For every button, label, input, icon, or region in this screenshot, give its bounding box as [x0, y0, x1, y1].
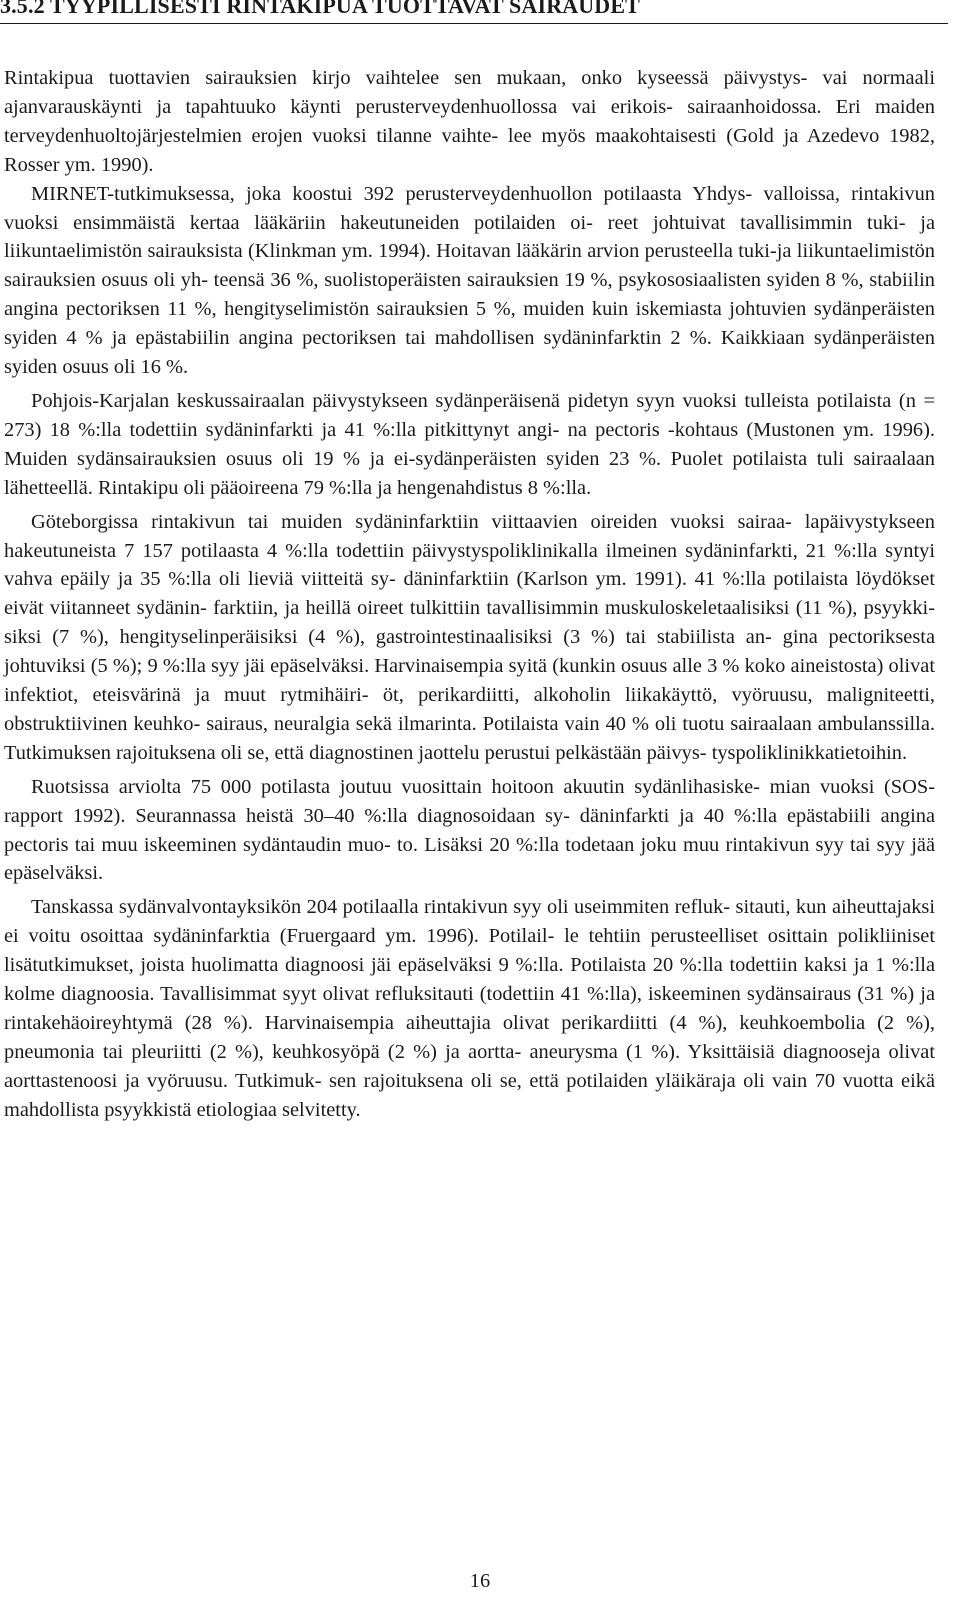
heading-rule: [0, 23, 948, 24]
section-heading-block: [0, 0, 948, 24]
paragraph: MIRNET-tutkimuksessa, joka koostui 392 perusterveydenhuollon potilaasta Yhdys- valloissa, rintakivun vuoksi ensimmäistä kertaa lääkäriin hakeutuneiden potilaiden oi- reet johtuivat tavallisimmin tuki- ja liikuntaelimistön sairauksista (Klinkman ym. 1994). Hoitavan lääkärin arvion perusteella tuki-ja liikuntaelimistön sairauksien osuus oli yh- teensä 36 %, suolistoperäisten sairauksien 19 %, psykososiaalisten syiden 8 %, stabiilin angina pectoriksen 11 %, hengityselimistön sairauksien 5 %, muiden kuin iskemiasta johtuvien sydänperäisten syiden 4 % ja epästabiilin angina pectoriksen tai mahdollisen sydäninfarktin 2 %. Kaikkiaan sydänperäisten syiden osuus oli 16 %.: [4, 182, 935, 379]
paragraph: Rintakipua tuottavien sairauksien kirjo vaihtelee sen mukaan, onko kyseessä päivystys- vai normaali ajanvarauskäynti ja tapahtuuko käynti perusterveydenhuollossa vai erikois- sairaanhoidossa. Eri maiden terveydenhuoltojärjestelmien erojen vuoksi tilanne vaihte- lee myös maakohtaisesti (Gold ja Azedevo 1982, Rosser ym. 1990).: [4, 67, 935, 176]
section-heading: 3.5.2 TYYPILLISESTI RINTAKIPUA TUOTTAVAT SAIRAUDET: [0, 0, 640, 18]
paragraph: Tanskassa sydänvalvontayksikön 204 potilaalla rintakivun syy oli useimmiten refluk- sitauti, kun aiheuttajaksi ei voitu osoittaa sydäninfarktia (Fruergaard ym. 1996). Potilail- le tehtiin perusteelliset osittain polikliiniset lisätutkimukset, joista huolimatta diagnoosi jäi epäselväksi 9 %:lla. Potilaista 20 %:lla todettiin kaksi ja 1 %:lla kolme diagnoosia. Tavallisimmat syyt olivat refluksitauti (todettiin 41 %:lla), iskeeminen sydänsairaus (31 %) ja rintakehäoireyhtymä (28 %). Harvinaisempia aiheuttajia olivat perikardiitti (4 %), keuhkoembolia (2 %), pneumonia tai pleuriitti (2 %), keuhkosyöpä (2 %) ja aortta- aneurysma (1 %). Yksittäisiä diagnooseja olivat aorttastenoosi ja vyöruusu. Tutkimuk- sen rajoituksena oli se, että potilaiden yläikäraja oli vain 70 vuotta eikä mahdollista psyykkistä etiologiaa selvitetty.: [4, 896, 935, 1121]
body-text: [4, 64, 935, 1125]
page-number: 16: [469, 1570, 491, 1592]
paragraph: Göteborgissa rintakivun tai muiden sydäninfarktiin viittaavien oireiden vuoksi sairaa- lapäivystykseen hakeutuneista 7 157 potilaasta 4 %:lla todettiin päivystyspoliklinikalla ilmeinen sydäninfarkti, 21 %:lla syntyi vahva epäily ja 35 %:lla oli lieviä viitteitä sy- däninfarktiin (Karlson ym. 1991). 41 %:lla potilaista löydökset eivät viitanneet sydänin- farktiin, ja heillä oireet tulkittiin tavallisimmin muskuloskeletaalisiksi (11 %), psyykki- siksi (7 %), hengityselinperäisiksi (4 %), gastrointestinaalisiksi (3 %) tai stabiilista an- gina pectoriksesta johtuviksi (5 %); 9 %:lla syy jäi epäselväksi. Harvinaisempia syitä (kunkin osuus alle 3 % koko aineistosta) olivat infektiot, eteisvärinä ja muut rytmihäiri- öt, perikardiitti, alkoholin liikakäyttö, vyöruusu, maligniteetti, obstruktiivinen keuhko- sairaus, neuralgia sekä ilmarinta. Potilaista vain 40 % oli tuotu sairaalaan ambulanssilla. Tutkimuksen rajoituksena oli se, että diagnostinen jaottelu perustui pelkästään päivys- tyspoliklinikkatietoihin.: [4, 510, 935, 764]
paragraph: Ruotsissa arviolta 75 000 potilasta joutuu vuosittain hoitoon akuutin sydänlihasiske- mian vuoksi (SOS-rapport 1992). Seurannassa heistä 30–40 %:lla diagnosoidaan sy- däninfarkti ja 40 %:lla epästabiili angina pectoris tai muu iskeeminen sydäntaudin muo- to. Lisäksi 20 %:lla todetaan joku muu rintakivun syy tai syy jää epäselväksi.: [4, 775, 935, 885]
paragraph: Pohjois-Karjalan keskussairaalan päivystykseen sydänperäisenä pidetyn syyn vuoksi tulleista potilaista (n = 273) 18 %:lla todettiin sydäninfarkti ja 41 %:lla pitkittynyt angi- na pectoris -kohtaus (Mustonen ym. 1996). Muiden sydänsairauksien osuus oli 19 % ja ei-sydänperäisten syiden 23 %. Puolet potilaista tuli sairaalaan lähetteellä. Rintakipu oli pääoireena 79 %:lla ja hengenahdistus 8 %:lla.: [4, 389, 935, 499]
